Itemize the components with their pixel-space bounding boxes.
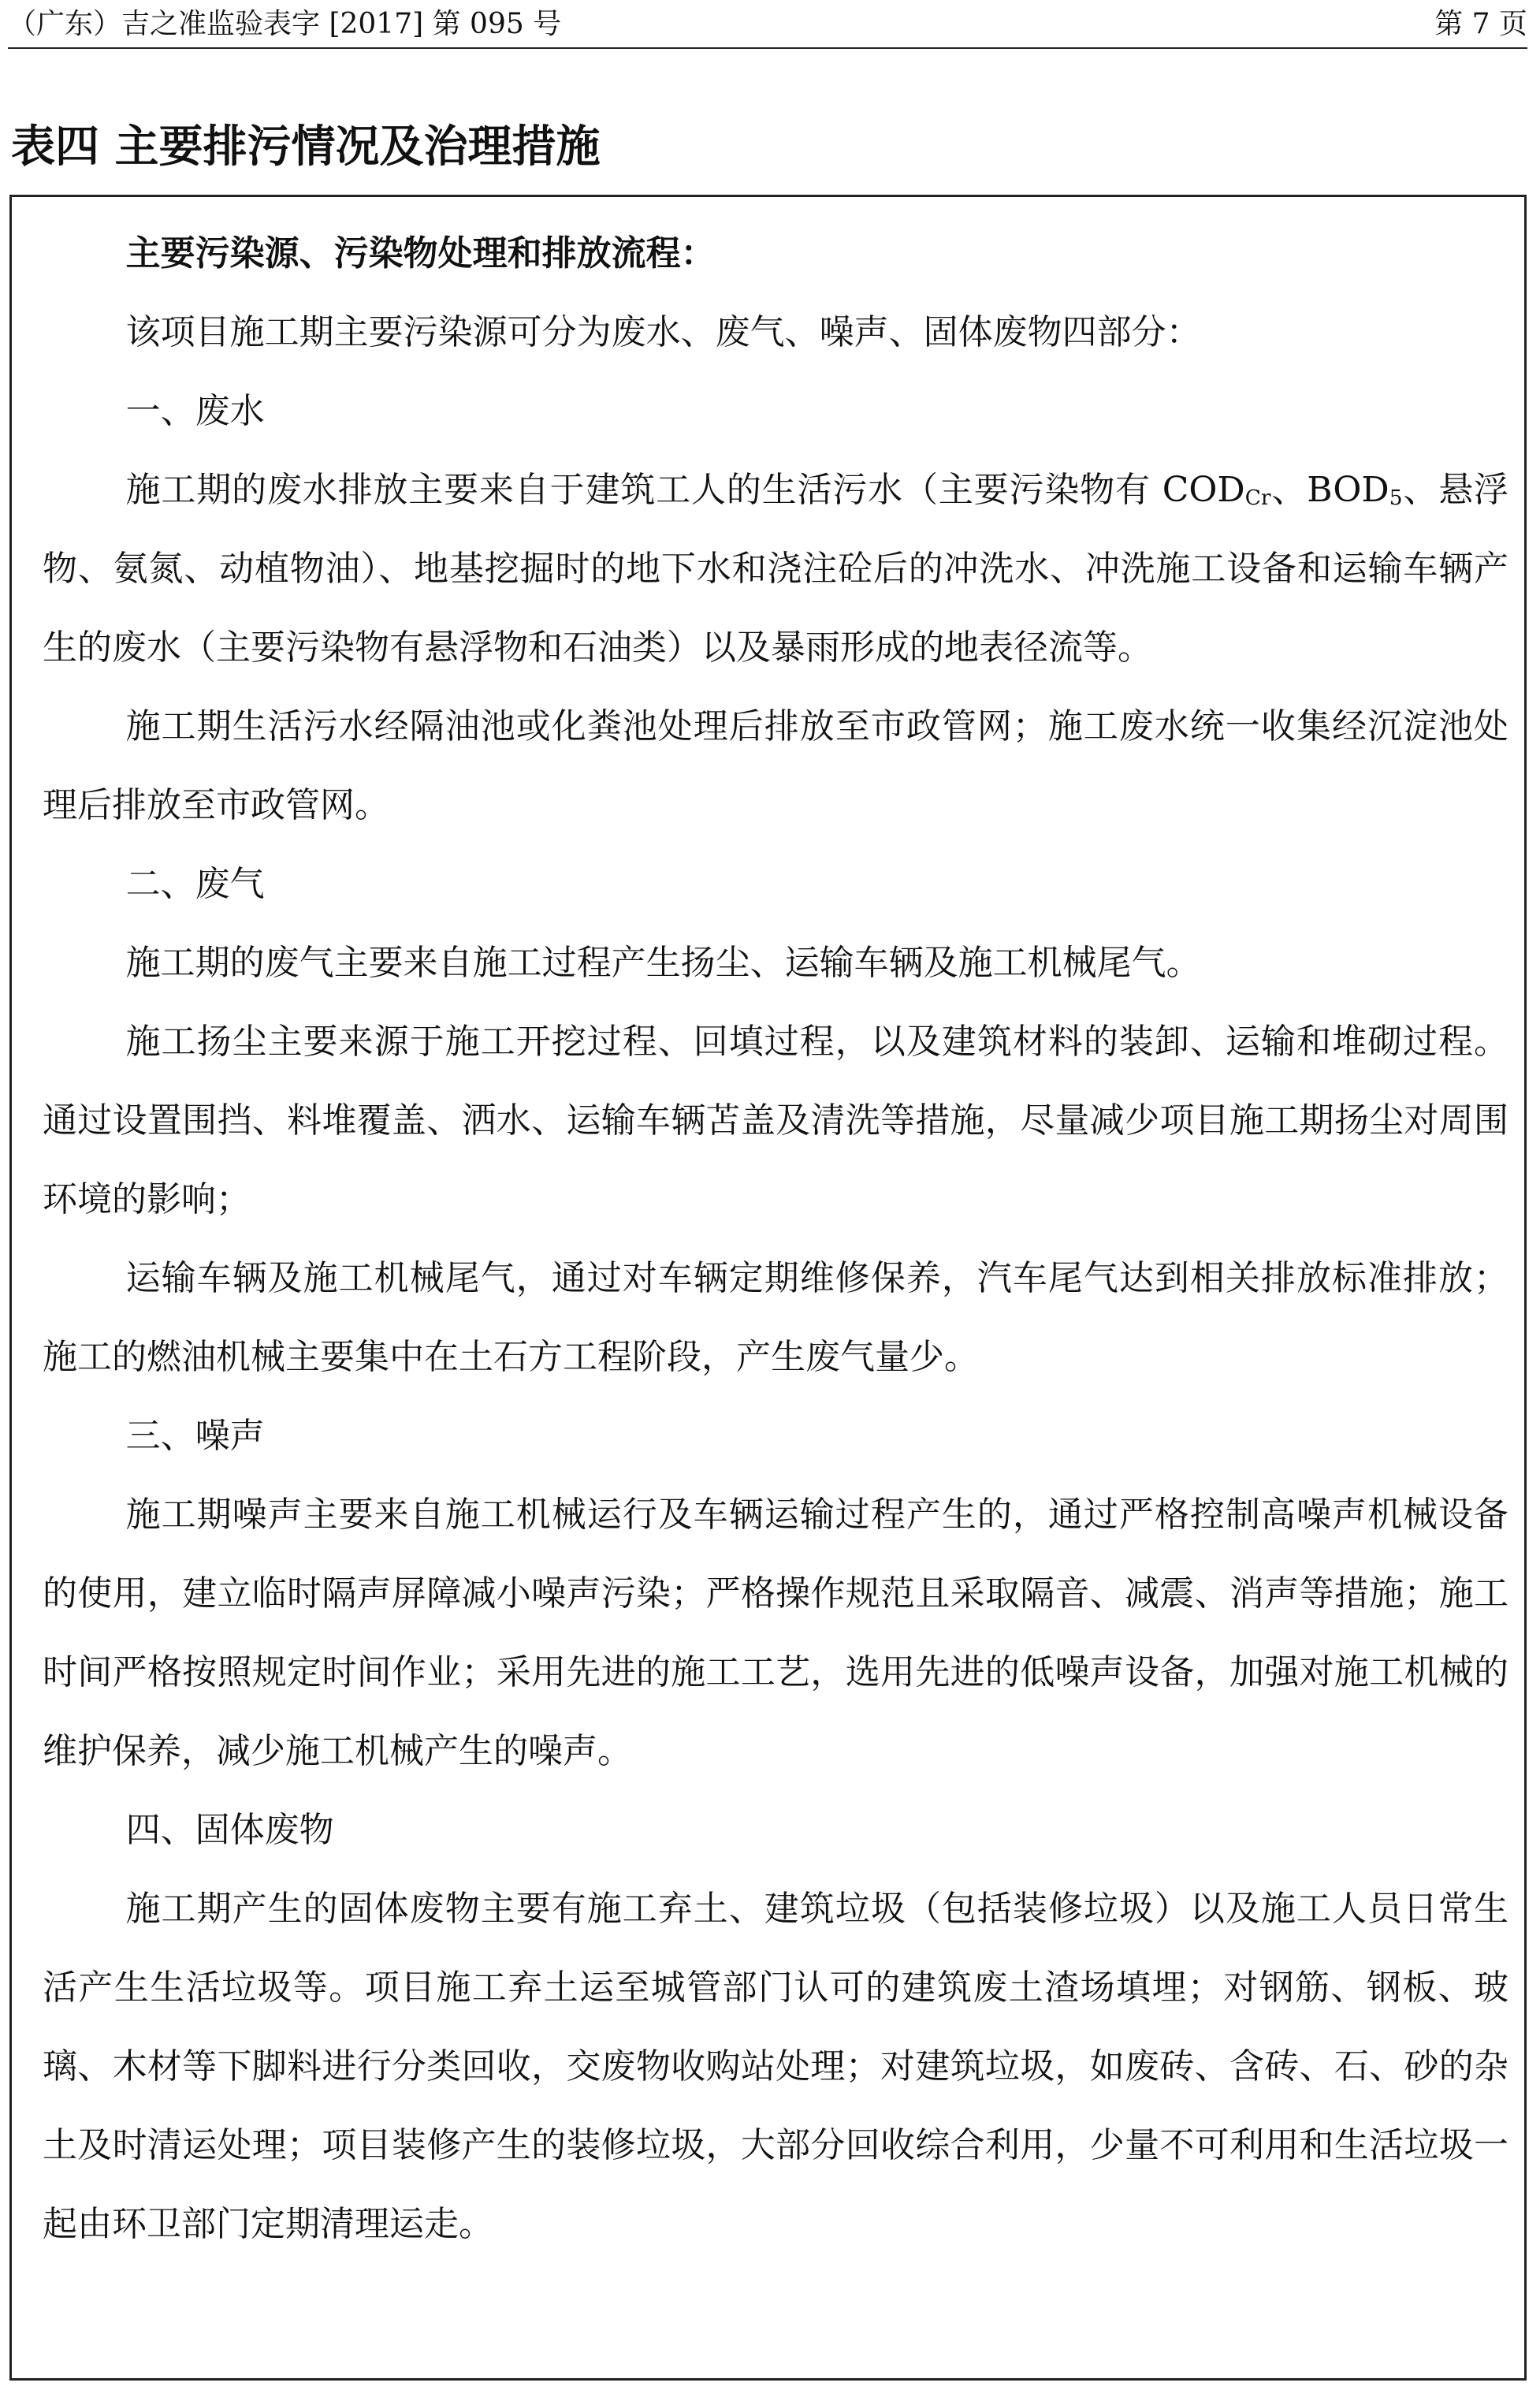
content-body	[43, 214, 1508, 2264]
content-box	[9, 195, 1527, 2381]
page-header	[8, 5, 1527, 49]
intro-paragraph: 该项目施工期主要污染源可分为废水、废气、噪声、固体废物四部分：	[125, 312, 1201, 352]
wastewater-paragraph-1: 施工期的废水排放主要来自于建筑工人的生活污水（主要污染物有 $COD_{Cr}$、$BOD_5$、悬浮物、氨氮、动植物油）、地基挖掘时的地下水和浇注砼后的冲洗水、冲洗施工设备和运输车辆产生的废水（主要污染物有悬浮物和石油类）以及暴雨形成的地表径流等。	[43, 470, 1509, 668]
wastewater-paragraph-2: 施工期生活污水经隔油池或化粪池处理后排放至市政管网；施工废水统一收集经沉淀池处理后排放至市政管网。	[43, 706, 1508, 825]
exhaust-paragraph-2: 施工扬尘主要来源于施工开挖过程、回填过程，以及建筑材料的装卸、运输和堆砌过程。通过设置围挡、料堆覆盖、洒水、运输车辆苫盖及清洗等措施，尽量减少项目施工期扬尘对周围环境的影响；	[43, 1022, 1508, 1219]
solid-waste-paragraph-1: 施工期产生的固体废物主要有施工弃土、建筑垃圾（包括装修垃圾）以及施工人员日常生活产生生活垃圾等。项目施工弃土运至城管部门认可的建筑废土渣场填埋；对钢筋、钢板、玻璃、木材等下脚料进行分类回收，交废物收购站处理；对建筑垃圾，如废砖、含砖、石、砂的杂土及时清运处理；项目装修产生的装修垃圾，大部分回收综合利用，少量不可利用和生活垃圾一起由环卫部门定期清理运走。	[43, 1889, 1508, 2244]
solid-waste-title: 四、固体废物	[125, 1810, 334, 1850]
exhaust-paragraph-1: 施工期的废气主要来自施工过程产生扬尘、运输车辆及施工机械尾气。	[125, 943, 1201, 983]
noise-paragraph-1: 施工期噪声主要来自施工机械运行及车辆运输过程产生的，通过严格控制高噪声机械设备的使用，建立临时隔声屏障减小噪声污染；严格操作规范且采取隔音、减震、消声等措施；施工时间严格按照规定时间作业；采用先进的施工工艺，选用先进的低噪声设备，加强对施工机械的维护保养，减少施工机械产生的噪声。	[43, 1495, 1508, 1771]
noise-title: 三、噪声	[125, 1416, 265, 1456]
section-title: 表四 主要排污情况及治理措施	[11, 121, 601, 173]
exhaust-paragraph-3: 运输车辆及施工机械尾气，通过对车辆定期维修保养，汽车尾气达到相关排放标准排放；施工的燃油机械主要集中在土石方工程阶段，产生废气量少。	[43, 1258, 1508, 1377]
exhaust-title: 二、废气	[125, 864, 265, 904]
page-number: 第 7 页	[1434, 8, 1527, 40]
content-heading: 主要污染源、污染物处理和排放流程：	[125, 233, 716, 274]
wastewater-title: 一、废水	[125, 391, 265, 431]
document-number: （广东）吉之准监验表字 [2017] 第 095 号	[8, 8, 562, 40]
